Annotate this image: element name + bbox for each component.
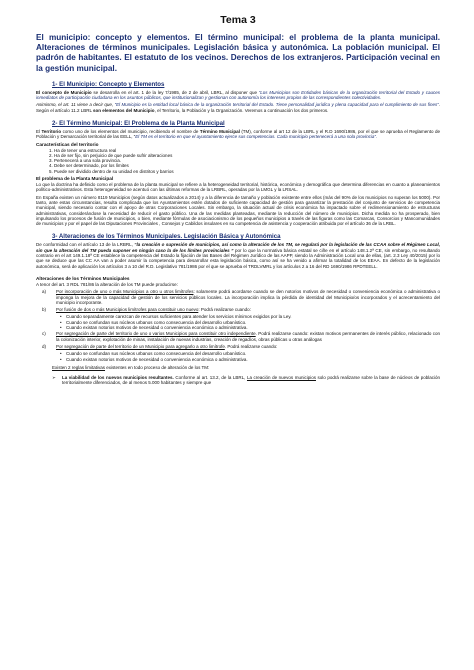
item-label: c) — [42, 331, 46, 337]
text: se desarrolla en el art. 1 de la ley 7/1985, de 2 de abril, LBRL, al disponer que — [91, 89, 259, 95]
quote: “Los Municipios son Entidades básicas de la organización territorial del Estado y cauces inmediatos de participación ciudadana en los asuntos públicos, que institucionalizan y gestionan con autonomía los intereses propios de las correspondientes colectividades. — [36, 89, 440, 101]
bullet-item: • Cuando existan notorios motivos de necesidad o conveniencia económica o administrativa. — [66, 325, 440, 330]
bold-text: Término Municipal — [199, 129, 240, 134]
section-2-title — [52, 120, 440, 127]
alterations-intro: A tenor del art. 3 RDL 781/86 la alteración de los TM puede producirse: — [36, 281, 178, 287]
alteration-item-d — [42, 344, 440, 349]
section-2-paragraph-3: En España existen un número 8119 Municipios (según datos actualizados a 2014) y a la diferencia de tamaño y población existente entre ellos (más del 90% de los municipios no superan los 5000). Por tanto, ante estas circunstancias, resulta complicada que los Ayuntamientos estén dotados de suficiente capacidad de gestión para garantizar la prestación del conjunto de servicios de competencia municipal, siendo necesario contar con el apoyo de otras Corporaciones Locales. Sin embargo, la situación actual de crisis económica ha impactado sobre el redimensionamiento de estructuras administrativas, considerándose la necesidad de reducir el gasto público. Una de las medidas planteadas, mediante la reducción del número de municipios. Dicha medida no ha prosperado, bien impulsando los procesos de fusión de municipios, o bien, mediante fórmulas de asociacionismo de los pequeños municipios a través de las figuras como las Comarcas, Consorcios y Mancomunidades de municipios y por el papel de las Diputaciones Provinciales , Consejos y Cabildos insulares en su competencia de asistencia y cooperación atribuida por el artículo 36 de la LRBL. — [36, 194, 440, 227]
text: como uno de los elementos del municipio, recibiendo el nombre de — [61, 129, 200, 134]
bullet-item: • Cuando existan notorios motivos de necesidad o conveniencia económica o administrativa. — [66, 357, 440, 362]
text: Conforme al art. 13.2, de la LBRL, — [173, 375, 247, 381]
lead: Por fusión de dos o más Municipios limítrofes para constituir uno nuevo — [56, 307, 199, 313]
section-2-number: 2- — [52, 120, 58, 127]
bold-text: Territorio — [41, 129, 62, 134]
alterations-title: Alteraciones de los Términos Municipales — [36, 275, 130, 281]
item-label: d) — [42, 343, 47, 349]
item-label: a) — [42, 289, 47, 295]
text: , el Territorio, la Población y la Organización. Veremos a continuación los dos primeros. — [154, 107, 329, 113]
item-text — [56, 344, 440, 349]
underlined-text: La creación de nuevos municipios — [246, 375, 316, 381]
list-item: 1. Ha de tener una estructura real — [54, 148, 440, 153]
list-item: 2. Ha de ser fijo, sin perjuicio de que puede sufrir alteraciones — [54, 153, 440, 158]
bullet-item: • Cuando se confundan sus núcleos urbanos como consecuencia del desarrollo urbanístico. — [66, 351, 440, 356]
text: existentes en todo proceso de alteración de los TM: — [105, 364, 210, 370]
bullet-item: • Cuando se confundan sus núcleos urbanos como consecuencia del desarrollo urbanístico. — [66, 320, 440, 325]
rest: . Podrá realizarse cuando: existan motivos permanentes de interés público, relacionado con la colonización interior, explotación de minas, instalación de nuevas industrias, creación de regadíos, obras públicas u otras análogas — [56, 331, 440, 342]
section-2-label: El Término Municipal: El Problema de la Planta Municipal — [59, 120, 225, 127]
section-3-number: 3- — [52, 233, 58, 241]
quote: El TM es el territorio en que el ayuntamiento ejerce sus competencias. Cada municipio pertenecerá a una sola provincia”. — [135, 134, 378, 140]
bullet-item: • Cuando separadamente carezcan de recursos suficientes para atender los servicios mínimos exigidos por la Ley. — [66, 314, 440, 319]
alteration-item-c — [42, 331, 440, 342]
characteristics-title: Características del territorio — [36, 141, 99, 147]
text: Asimismo, el art. 11 viene a decir que, — [36, 102, 115, 108]
alteration-item-b — [42, 307, 440, 312]
lead: Por segregación de parte del territorio de un Municipio para agregarlo a otro limítrofe — [56, 343, 225, 349]
list-item: 5. Puede ser dividido dentro de su unidad en distritos y barrios — [54, 169, 440, 174]
text: por lo que la normativa básica estatal se ciñe en el artículo 148.1.2ª CE, sin embargo, no resultando contrario en el art 149.1.18ª CE establece la competencia del Estado la fijación de las Bases del Régimen Jurídico de las AAPP, siendo la Administración Local una de ellas, (art. 2.3 Ley 40/2015) por lo que se deduce que las CC AA van a poder asumir la competencia para desarrollar esta legislación básica, como así se ha venido a afirmar la totalidad de los EEAA. En defecto de la legislación autonómica, será de aplicación los artículos 3 a 10 del R.D. Legislativo 781/1986 por el que se aprueba el TRDLVMRL y los artículos 2 a 16 del RD 1690/1986 RPDTEELL. — [36, 247, 440, 269]
section-3-label: Alteraciones de los Términos Municipales. Legislación Básica y Autonómica — [58, 233, 281, 241]
topic-heading: El municipio: concepto y elementos. El término municipal: el problema de la planta municipal. Alteraciones de términos municipales. Legislación básica y autonómica. La población municipal. El padrón de habitantes. El estatuto de los vecinos. Derechos de los extranjeros. Participación vecinal en la gestión municipal. — [36, 33, 440, 73]
text: solo podrá realizarse sobre la base de núcleos de población territorialmente diferenciados, de al menos 5.000 habitantes y siempre que — [62, 375, 441, 386]
rest: : solamente podrá acordarse cuando se den notorios motivos de necesidad o conveniencia económica o administrativa o imponga la mejora de la capacidad de gestión de los servicios públicos locales. La incorporación implica la pérdida de identidad del Municipio/os incorporados y el acrecentamiento del municipio incorporante. — [56, 289, 440, 305]
list-item: 4. Debe ser determinado, por los límites — [54, 163, 440, 168]
rule-text — [62, 375, 440, 386]
section-1-paragraph-2 — [36, 102, 440, 113]
section-1-title — [52, 81, 440, 88]
lead: Por segregación de parte del territorio de uno o varios Municipios para constituir otro independiente — [56, 331, 256, 337]
section-1-label: El Municipio: Concepto y Elementos — [59, 80, 165, 88]
lead: Por incorporación de uno o más Municipios a otro u otros limítrofes — [56, 289, 194, 295]
concept-term: El concepto de Municipio — [36, 89, 92, 95]
bold-text: son elementos del Municipio — [93, 107, 155, 113]
document-title: Tema 3 — [220, 14, 256, 26]
section-3-title — [52, 233, 440, 240]
rest: : Podrá realizarse cuando: — [198, 307, 251, 313]
bold-text: La viabilidad de los nuevos municipios resultantes. — [62, 375, 174, 381]
section-2-paragraph-2: Lo que la doctrina ha definido como el problema de la planta municipal se refiere a la heterogeneidad territorial, histórica, económica y demográfica que determina diferencias en cuanto a planeamientos político-administrativos. Esta heterogeneidad se acentuó con las últimas reformas de la LRBRL, operadas por la LMGL y la LRSAL. — [36, 182, 440, 193]
rest: . Podrá realizarse cuando: — [224, 343, 278, 349]
planta-problem-title: El problema de la Planta Municipal — [36, 176, 114, 182]
limiting-rule-1 — [52, 375, 440, 386]
quote: “la creación o supresión de municipios, así como la alteración de los TM, se regulará por la legislación de las CCAA sobre el Régimen Local, sin que la alteración del TM pueda suponer en ningún caso la de los límites provinciales ” — [36, 242, 440, 253]
section-3-paragraph-1 — [36, 242, 440, 268]
alteration-item-a — [42, 289, 440, 305]
item-text — [56, 331, 440, 342]
item-text — [56, 307, 440, 312]
limiting-rules-intro — [52, 365, 440, 370]
underlined-text: Existen 2 reglas limitativas — [52, 364, 106, 370]
section-1-number: 1- — [52, 80, 58, 88]
arrow-bullet-icon: ➢ — [52, 375, 56, 381]
text: (TM), conforme al art 12 de la LBRL y el R.D 1690/1986, por el que se aprueba el Reglamento de Población y Demarcación territorial de las EELL, “ — [36, 129, 440, 140]
text: De conformidad con el artículo 13 de la LRBRL, — [36, 242, 135, 248]
quote: “El Municipio es la entidad local básica de la organización territorial del Estado. Tiene personalidad jurídica y plena capacidad para el cumplimiento de sus fines” — [114, 102, 439, 108]
text: . Según el artículo 11.2 LBRL — [36, 102, 441, 113]
characteristics-list — [36, 148, 440, 174]
item-text — [56, 289, 440, 305]
section-2-paragraph-1 — [36, 129, 440, 140]
section-1-paragraph-1 — [36, 90, 440, 101]
item-label: b) — [42, 307, 47, 313]
text: El — [36, 129, 42, 134]
list-item: 3. Pertenecerá a una sola provincia. — [54, 158, 440, 163]
